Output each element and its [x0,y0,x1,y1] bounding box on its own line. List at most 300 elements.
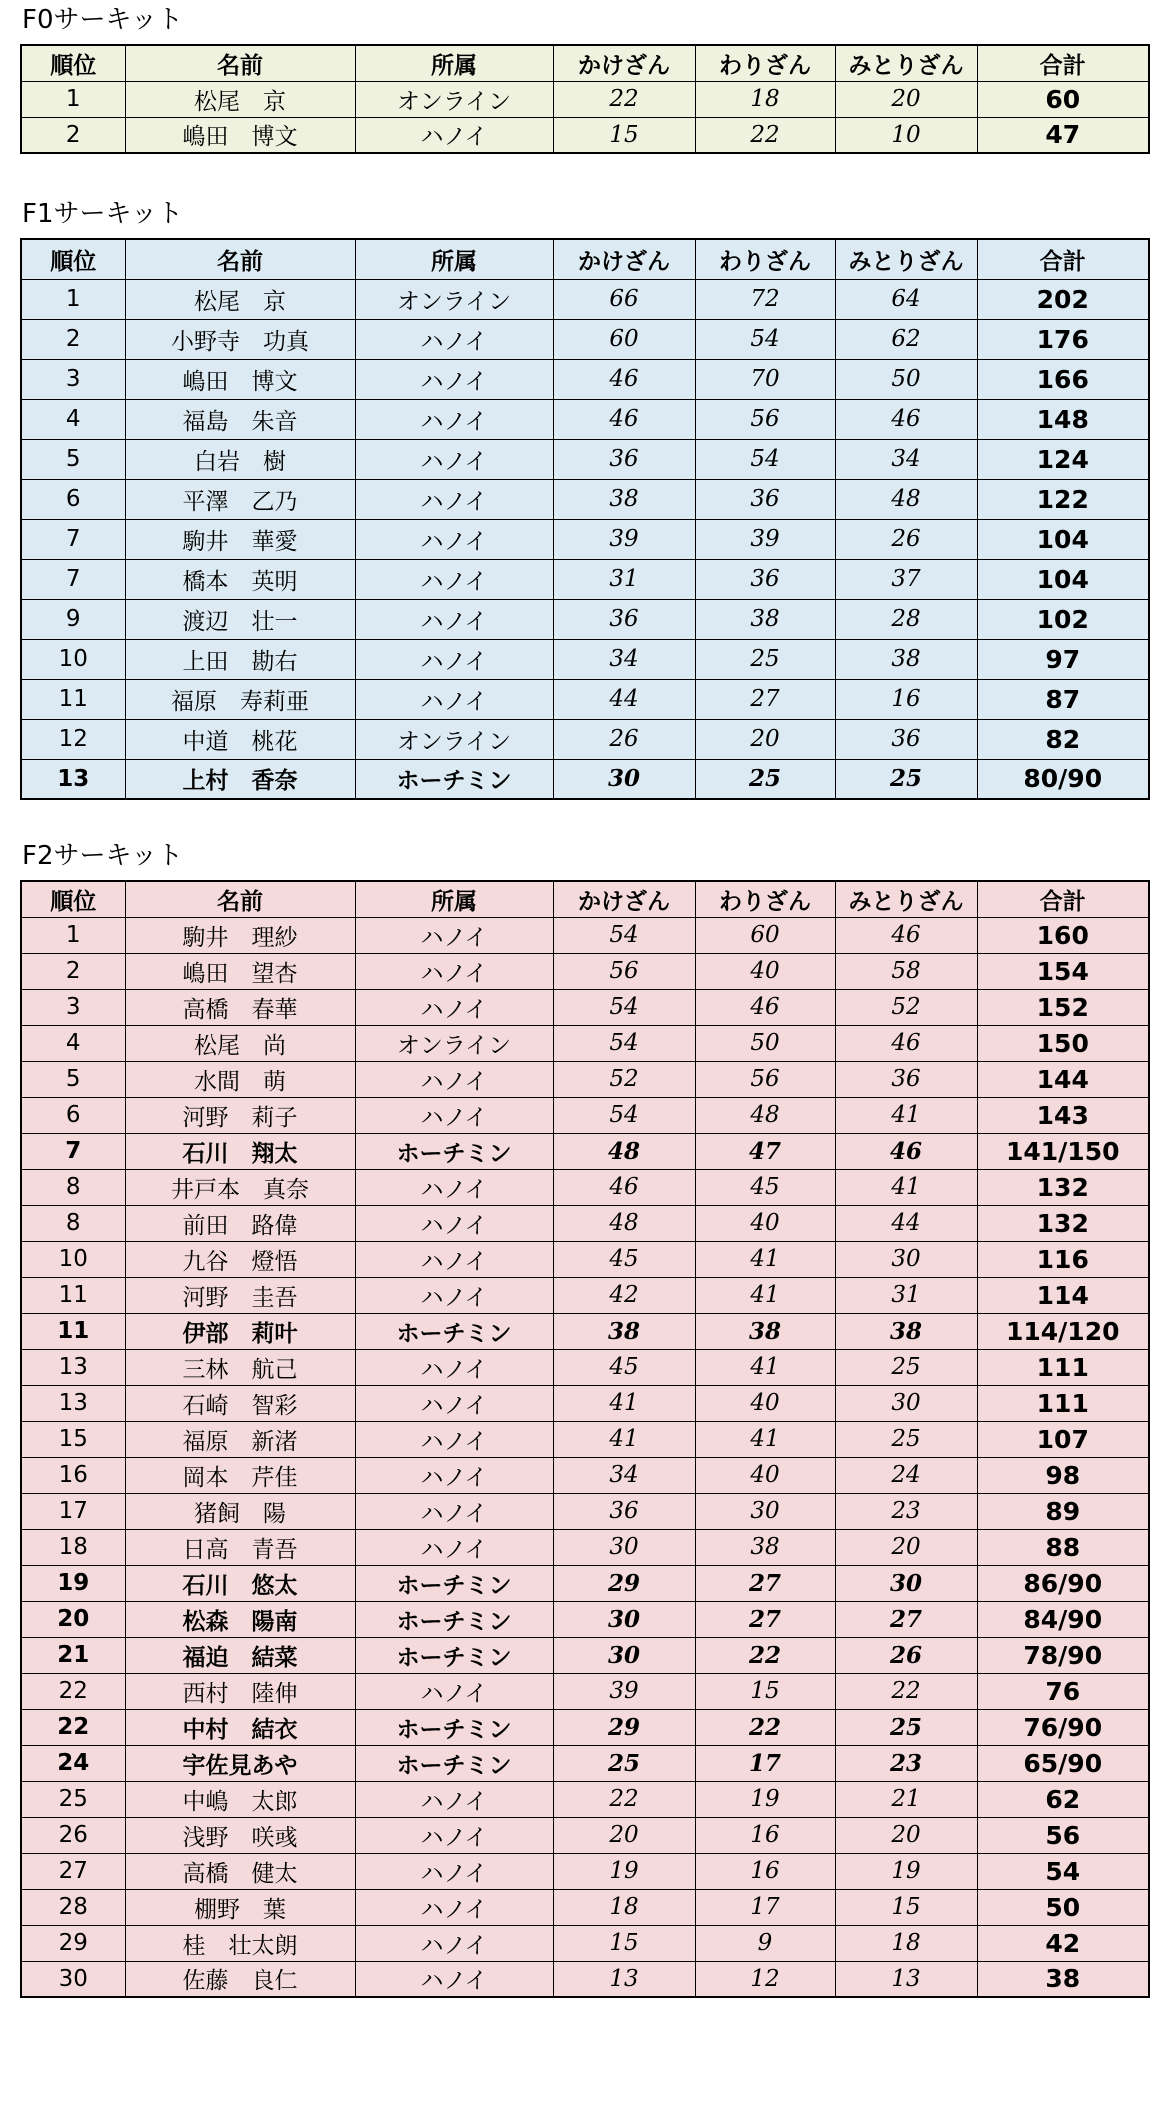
name-cell: 松尾 尚 [125,1025,355,1061]
mitorizan-score: 18 [835,1925,977,1961]
kakezan-score: 30 [553,1529,695,1565]
header-warizan: わりざん [695,239,835,279]
header-kakezan: かけざん [553,881,695,917]
rank-cell: 8 [21,1169,125,1205]
mitorizan-score: 20 [835,81,977,117]
kakezan-score: 34 [553,1457,695,1493]
rank-cell: 10 [21,1241,125,1277]
warizan-score: 18 [695,81,835,117]
name-cell: 井戸本 真奈 [125,1169,355,1205]
kakezan-score: 13 [553,1961,695,1997]
warizan-score: 72 [695,279,835,319]
kakezan-score: 29 [553,1565,695,1601]
warizan-score: 56 [695,1061,835,1097]
affiliation-cell: ハノイ [355,1529,553,1565]
kakezan-score: 31 [553,559,695,599]
kakezan-score: 38 [553,1313,695,1349]
table-row [21,953,1149,989]
header-rank: 順位 [21,881,125,917]
section-title: F2サーキット [22,841,183,871]
warizan-score: 15 [695,1673,835,1709]
kakezan-score: 42 [553,1277,695,1313]
rank-cell: 16 [21,1457,125,1493]
mitorizan-score: 46 [835,917,977,953]
total-score: 111 [977,1349,1149,1385]
rank-cell: 19 [21,1565,125,1601]
table-row [21,1493,1149,1529]
warizan-score: 39 [695,519,835,559]
affiliation-cell: オンライン [355,719,553,759]
total-score: 166 [977,359,1149,399]
table-row [21,759,1149,799]
name-cell: 石川 悠太 [125,1565,355,1601]
kakezan-score: 30 [553,1601,695,1637]
header-warizan: わりざん [695,881,835,917]
header-rank: 順位 [21,239,125,279]
header-affiliation: 所属 [355,239,553,279]
header-total: 合計 [977,239,1149,279]
header-total: 合計 [977,881,1149,917]
kakezan-score: 38 [553,479,695,519]
warizan-score: 25 [695,759,835,799]
total-score: 82 [977,719,1149,759]
kakezan-score: 22 [553,81,695,117]
name-cell: 水間 萌 [125,1061,355,1097]
ranking-table [20,880,1150,1998]
kakezan-score: 26 [553,719,695,759]
total-score: 42 [977,1925,1149,1961]
table-row [21,1277,1149,1313]
affiliation-cell: オンライン [355,279,553,319]
table-row [21,359,1149,399]
total-score: 143 [977,1097,1149,1133]
affiliation-cell: ハノイ [355,1853,553,1889]
affiliation-cell: ハノイ [355,359,553,399]
kakezan-score: 36 [553,439,695,479]
table-row [21,319,1149,359]
affiliation-cell: ハノイ [355,917,553,953]
name-cell: 松尾 京 [125,81,355,117]
kakezan-score: 39 [553,519,695,559]
warizan-score: 9 [695,1925,835,1961]
total-score: 104 [977,519,1149,559]
mitorizan-score: 15 [835,1889,977,1925]
name-cell: 福迫 結菜 [125,1637,355,1673]
name-cell: 石崎 智彩 [125,1385,355,1421]
total-score: 144 [977,1061,1149,1097]
mitorizan-score: 50 [835,359,977,399]
kakezan-score: 39 [553,1673,695,1709]
warizan-score: 36 [695,479,835,519]
rank-cell: 7 [21,1133,125,1169]
header-mitorizan: みとりざん [835,881,977,917]
kakezan-score: 54 [553,917,695,953]
mitorizan-score: 20 [835,1817,977,1853]
header-mitorizan: みとりざん [835,239,977,279]
kakezan-score: 15 [553,1925,695,1961]
name-cell: 日高 青吾 [125,1529,355,1565]
total-score: 114/120 [977,1313,1149,1349]
kakezan-score: 54 [553,989,695,1025]
mitorizan-score: 26 [835,1637,977,1673]
mitorizan-score: 19 [835,1853,977,1889]
name-cell: 渡辺 壮一 [125,599,355,639]
total-score: 88 [977,1529,1149,1565]
name-cell: 駒井 理紗 [125,917,355,953]
rank-cell: 30 [21,1961,125,1997]
name-cell: 福島 朱音 [125,399,355,439]
rank-cell: 11 [21,1277,125,1313]
rank-cell: 15 [21,1421,125,1457]
total-score: 76 [977,1673,1149,1709]
kakezan-score: 46 [553,1169,695,1205]
affiliation-cell: ハノイ [355,1781,553,1817]
rank-cell: 18 [21,1529,125,1565]
kakezan-score: 60 [553,319,695,359]
rank-cell: 21 [21,1637,125,1673]
mitorizan-score: 26 [835,519,977,559]
mitorizan-score: 23 [835,1493,977,1529]
table-row [21,1169,1149,1205]
affiliation-cell: ホーチミン [355,1745,553,1781]
name-cell: 白岩 樹 [125,439,355,479]
mitorizan-score: 25 [835,1421,977,1457]
kakezan-score: 66 [553,279,695,319]
rank-cell: 7 [21,559,125,599]
mitorizan-score: 38 [835,1313,977,1349]
total-score: 98 [977,1457,1149,1493]
kakezan-score: 44 [553,679,695,719]
table-row [21,81,1149,117]
total-score: 114 [977,1277,1149,1313]
rank-cell: 13 [21,759,125,799]
mitorizan-score: 34 [835,439,977,479]
name-cell: 福原 新渚 [125,1421,355,1457]
rank-cell: 3 [21,359,125,399]
table-row [21,399,1149,439]
kakezan-score: 41 [553,1385,695,1421]
total-score: 124 [977,439,1149,479]
warizan-score: 41 [695,1241,835,1277]
total-score: 87 [977,679,1149,719]
rank-cell: 17 [21,1493,125,1529]
rank-cell: 24 [21,1745,125,1781]
affiliation-cell: オンライン [355,1025,553,1061]
table-row [21,989,1149,1025]
section-f2 [20,840,1148,1998]
name-cell: 棚野 葉 [125,1889,355,1925]
name-cell: 中道 桃花 [125,719,355,759]
mitorizan-score: 31 [835,1277,977,1313]
total-score: 38 [977,1961,1149,1997]
name-cell: 松尾 京 [125,279,355,319]
affiliation-cell: ハノイ [355,1097,553,1133]
total-score: 89 [977,1493,1149,1529]
kakezan-score: 18 [553,1889,695,1925]
header-name: 名前 [125,239,355,279]
warizan-score: 40 [695,953,835,989]
table-row [21,1565,1149,1601]
mitorizan-score: 30 [835,1241,977,1277]
warizan-score: 48 [695,1097,835,1133]
rank-cell: 1 [21,81,125,117]
total-score: 80/90 [977,759,1149,799]
header-name: 名前 [125,881,355,917]
mitorizan-score: 13 [835,1961,977,1997]
mitorizan-score: 38 [835,639,977,679]
warizan-score: 54 [695,439,835,479]
section-title: F0サーキット [22,5,183,35]
affiliation-cell: ハノイ [355,1385,553,1421]
mitorizan-score: 24 [835,1457,977,1493]
mitorizan-score: 25 [835,759,977,799]
mitorizan-score: 30 [835,1385,977,1421]
table-row [21,439,1149,479]
affiliation-cell: ホーチミン [355,1313,553,1349]
rank-cell: 2 [21,117,125,153]
header-row [21,881,1149,917]
name-cell: 小野寺 功真 [125,319,355,359]
header-affiliation: 所属 [355,45,553,81]
kakezan-score: 46 [553,359,695,399]
table-row [21,1889,1149,1925]
table-row [21,1133,1149,1169]
rank-cell: 11 [21,1313,125,1349]
name-cell: 駒井 華愛 [125,519,355,559]
header-warizan: わりざん [695,45,835,81]
name-cell: 三林 航己 [125,1349,355,1385]
name-cell: 高橋 春華 [125,989,355,1025]
table-row [21,1745,1149,1781]
affiliation-cell: ハノイ [355,479,553,519]
rank-cell: 2 [21,953,125,989]
total-score: 160 [977,917,1149,953]
total-score: 62 [977,1781,1149,1817]
affiliation-cell: ホーチミン [355,1133,553,1169]
mitorizan-score: 44 [835,1205,977,1241]
name-cell: 河野 圭吾 [125,1277,355,1313]
mitorizan-score: 16 [835,679,977,719]
name-cell: 中嶋 太郎 [125,1781,355,1817]
affiliation-cell: ハノイ [355,1205,553,1241]
kakezan-score: 46 [553,399,695,439]
total-score: 107 [977,1421,1149,1457]
name-cell: 石川 翔太 [125,1133,355,1169]
rank-cell: 11 [21,679,125,719]
total-score: 60 [977,81,1149,117]
affiliation-cell: ハノイ [355,1961,553,1997]
total-score: 84/90 [977,1601,1149,1637]
mitorizan-score: 22 [835,1673,977,1709]
total-score: 152 [977,989,1149,1025]
table-row [21,679,1149,719]
kakezan-score: 45 [553,1241,695,1277]
warizan-score: 54 [695,319,835,359]
affiliation-cell: ハノイ [355,1241,553,1277]
warizan-score: 27 [695,1601,835,1637]
name-cell: 九谷 燈悟 [125,1241,355,1277]
total-score: 54 [977,1853,1149,1889]
affiliation-cell: ハノイ [355,117,553,153]
affiliation-cell: ハノイ [355,1169,553,1205]
affiliation-cell: ハノイ [355,1061,553,1097]
affiliation-cell: ハノイ [355,1421,553,1457]
table-row [21,117,1149,153]
name-cell: 猪飼 陽 [125,1493,355,1529]
table-row [21,1601,1149,1637]
name-cell: 嶋田 博文 [125,359,355,399]
kakezan-score: 22 [553,1781,695,1817]
name-cell: 嶋田 博文 [125,117,355,153]
mitorizan-score: 37 [835,559,977,599]
affiliation-cell: ハノイ [355,989,553,1025]
kakezan-score: 34 [553,639,695,679]
rank-cell: 22 [21,1673,125,1709]
total-score: 78/90 [977,1637,1149,1673]
kakezan-score: 52 [553,1061,695,1097]
warizan-score: 45 [695,1169,835,1205]
kakezan-score: 20 [553,1817,695,1853]
rank-cell: 13 [21,1385,125,1421]
name-cell: 松森 陽南 [125,1601,355,1637]
header-rank: 順位 [21,45,125,81]
warizan-score: 60 [695,917,835,953]
total-score: 176 [977,319,1149,359]
table-row [21,1529,1149,1565]
total-score: 141/150 [977,1133,1149,1169]
header-total: 合計 [977,45,1149,81]
mitorizan-score: 25 [835,1349,977,1385]
header-kakezan: かけざん [553,45,695,81]
table-row [21,719,1149,759]
mitorizan-score: 20 [835,1529,977,1565]
kakezan-score: 48 [553,1205,695,1241]
table-row [21,1781,1149,1817]
rank-cell: 10 [21,639,125,679]
total-score: 150 [977,1025,1149,1061]
total-score: 132 [977,1205,1149,1241]
table-row [21,479,1149,519]
warizan-score: 40 [695,1385,835,1421]
total-score: 154 [977,953,1149,989]
kakezan-score: 56 [553,953,695,989]
mitorizan-score: 41 [835,1169,977,1205]
warizan-score: 36 [695,559,835,599]
mitorizan-score: 23 [835,1745,977,1781]
section-f0 [20,4,1148,154]
affiliation-cell: ハノイ [355,559,553,599]
rank-cell: 8 [21,1205,125,1241]
warizan-score: 50 [695,1025,835,1061]
name-cell: 高橋 健太 [125,1853,355,1889]
warizan-score: 70 [695,359,835,399]
total-score: 86/90 [977,1565,1149,1601]
kakezan-score: 48 [553,1133,695,1169]
name-cell: 中村 結衣 [125,1709,355,1745]
total-score: 122 [977,479,1149,519]
warizan-score: 40 [695,1457,835,1493]
warizan-score: 30 [695,1493,835,1529]
affiliation-cell: ホーチミン [355,1637,553,1673]
total-score: 111 [977,1385,1149,1421]
kakezan-score: 30 [553,1637,695,1673]
name-cell: 河野 莉子 [125,1097,355,1133]
affiliation-cell: ハノイ [355,599,553,639]
total-score: 132 [977,1169,1149,1205]
total-score: 56 [977,1817,1149,1853]
table-row [21,1241,1149,1277]
total-score: 47 [977,117,1149,153]
table-row [21,1349,1149,1385]
header-row [21,239,1149,279]
rank-cell: 20 [21,1601,125,1637]
table-row [21,1385,1149,1421]
mitorizan-score: 52 [835,989,977,1025]
header-affiliation: 所属 [355,881,553,917]
table-row [21,519,1149,559]
rank-cell: 27 [21,1853,125,1889]
name-cell: 平澤 乙乃 [125,479,355,519]
affiliation-cell: ハノイ [355,1277,553,1313]
name-cell: 佐藤 良仁 [125,1961,355,1997]
kakezan-score: 19 [553,1853,695,1889]
warizan-score: 41 [695,1421,835,1457]
warizan-score: 56 [695,399,835,439]
mitorizan-score: 62 [835,319,977,359]
total-score: 148 [977,399,1149,439]
affiliation-cell: ハノイ [355,519,553,559]
rank-cell: 1 [21,279,125,319]
affiliation-cell: ハノイ [355,679,553,719]
kakezan-score: 54 [553,1097,695,1133]
kakezan-score: 36 [553,599,695,639]
mitorizan-score: 46 [835,399,977,439]
table-row [21,1709,1149,1745]
name-cell: 西村 陸伸 [125,1673,355,1709]
warizan-score: 41 [695,1349,835,1385]
mitorizan-score: 30 [835,1565,977,1601]
warizan-score: 22 [695,1637,835,1673]
affiliation-cell: ホーチミン [355,1709,553,1745]
total-score: 65/90 [977,1745,1149,1781]
table-row [21,1421,1149,1457]
affiliation-cell: ハノイ [355,1889,553,1925]
rank-cell: 7 [21,519,125,559]
rank-cell: 28 [21,1889,125,1925]
rank-cell: 13 [21,1349,125,1385]
table-row [21,1061,1149,1097]
ranking-table [20,238,1150,800]
name-cell: 桂 壮太朗 [125,1925,355,1961]
name-cell: 上村 香奈 [125,759,355,799]
mitorizan-score: 36 [835,719,977,759]
affiliation-cell: ハノイ [355,1349,553,1385]
table-row [21,1025,1149,1061]
header-mitorizan: みとりざん [835,45,977,81]
kakezan-score: 30 [553,759,695,799]
affiliation-cell: ハノイ [355,1457,553,1493]
table-row [21,1097,1149,1133]
table-row [21,599,1149,639]
table-row [21,639,1149,679]
warizan-score: 16 [695,1853,835,1889]
name-cell: 宇佐見あや [125,1745,355,1781]
table-row [21,917,1149,953]
table-row [21,1637,1149,1673]
mitorizan-score: 36 [835,1061,977,1097]
rank-cell: 4 [21,399,125,439]
kakezan-score: 54 [553,1025,695,1061]
